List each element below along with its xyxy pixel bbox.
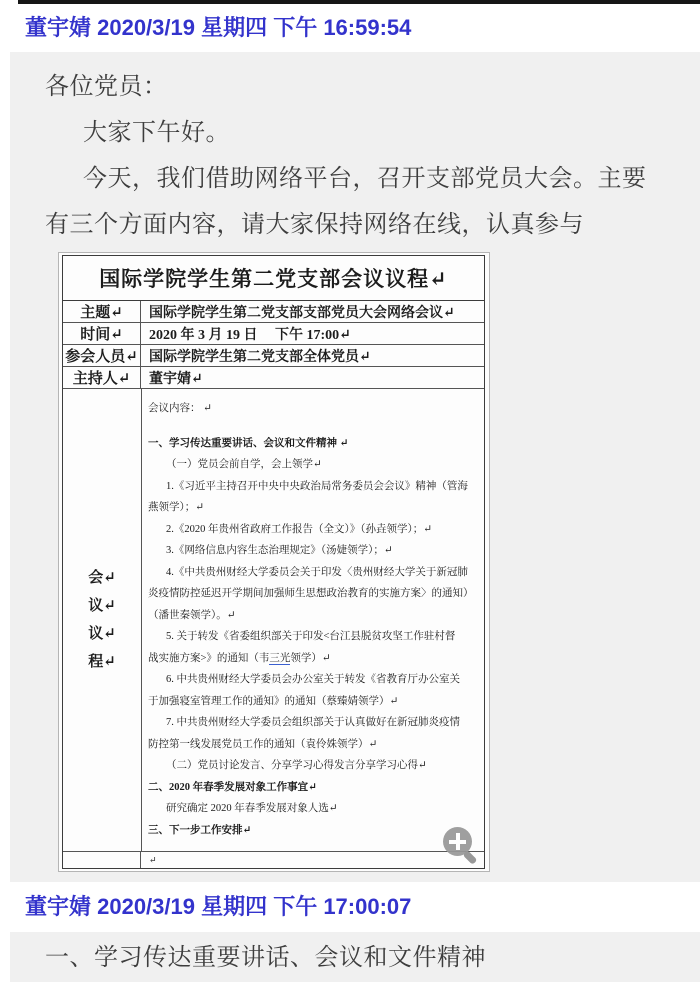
agenda-info-row <box>63 345 484 367</box>
agenda-final-row <box>63 852 484 868</box>
message-line: 今天，我们借助网络平台，召开支部党员大会。主要 <box>83 165 647 192</box>
agenda-line: 燕领学）；↵ <box>148 502 205 513</box>
agenda-line <box>148 420 480 433</box>
message-header-2 <box>0 882 700 932</box>
agenda-info-label: 主持人↵ <box>63 367 141 388</box>
agenda-vertical-label-char: 会↵ <box>88 570 116 586</box>
magnifier-circle <box>443 827 472 856</box>
message-line: 大家下午好。 <box>83 119 230 146</box>
message-bubble-2 <box>10 932 700 982</box>
agenda-info-label: 时间↵ <box>63 323 141 344</box>
agenda-vertical-label-char: 程↵ <box>88 654 116 670</box>
agenda-line: 3.《网络信息内容生态治理规定》（汤婕领学）；↵ <box>166 545 393 556</box>
agenda-vertical-label-char: 议↵ <box>88 626 116 642</box>
zoom-in-icon[interactable] <box>443 827 479 863</box>
agenda-line: 三、下一步工作安排↵ <box>148 824 252 836</box>
agenda-line: 研究确定 2020 年春季发展对象人选↵ <box>166 803 338 814</box>
agenda-info-value: 国际学院学生第二党支部全体党员↵ <box>149 349 371 365</box>
agenda-line: 4.《中共贵州财经大学委员会关于印发〈贵州财经大学关于新冠肺 <box>166 566 468 578</box>
agenda-line: 于加强寝室管理工作的通知》的通知（蔡臻婧领学）↵ <box>148 695 399 707</box>
agenda-line: 1.《习近平主持召开中央中央政治局常务委员会会议》精神（管海 <box>166 480 468 492</box>
agenda-line: 7. 中共贵州财经大学委员会组织部关于认真做好在新冠肺炎疫情 <box>166 717 460 728</box>
message-line: 有三个方面内容，请大家保持网络在线，认真参与 <box>45 211 584 238</box>
message-header-1 <box>0 4 700 52</box>
agenda-line: 防控第一线发展党员工作的通知（袁伶姝领学）↵ <box>148 738 378 750</box>
agenda-info-rows <box>63 301 484 389</box>
agenda-info-value: 董宇婧↵ <box>149 371 203 387</box>
agenda-info-label: 主题↵ <box>63 301 141 322</box>
agenda-document-image[interactable] <box>58 252 490 872</box>
agenda-line: （二）党员讨论发言、分享学习心得发言分享学习心得↵ <box>166 760 427 771</box>
agenda-content <box>142 389 484 851</box>
agenda-line: 会议内容： ↵ <box>148 403 212 414</box>
message-bubble-1 <box>10 52 700 882</box>
agenda-line: 2.《2020 年贵州省政府工作报告（全文）》（孙垚领学）；↵ <box>166 523 433 535</box>
agenda-info-row <box>63 301 484 323</box>
agenda-info-label: 参会人员↵ <box>63 345 141 366</box>
agenda-line: 一、学习传达重要讲话、会议和文件精神 ↵ <box>148 437 349 449</box>
sender-timestamp-2: 董宇婧 2020/3/19 星期四 下午 17:00:07 <box>25 894 412 919</box>
paragraph-mark: ↵ <box>149 854 157 865</box>
sender-timestamp-1: 董宇婧 2020/3/19 星期四 下午 16:59:54 <box>25 15 412 40</box>
agenda-final-label <box>63 852 141 868</box>
agenda-line: 6. 中共贵州财经大学委员会办公室关于转发《省教育厅办公室关 <box>166 674 460 685</box>
agenda-table-title: 国际学院学生第二党支部会议议程↵ <box>63 256 484 301</box>
agenda-line: 5. 关于转发《省委组织部关于印发<台江县脱贫攻坚工作驻村督 <box>166 631 456 642</box>
agenda-info-value: 国际学院学生第二党支部支部党员大会网络会议↵ <box>149 305 455 321</box>
agenda-vertical-label-char: 议↵ <box>88 598 116 614</box>
message-line: 各位党员： <box>45 73 168 100</box>
message-text-1 <box>10 52 700 248</box>
agenda-info-row <box>63 367 484 389</box>
message-text-2 <box>10 932 700 978</box>
agenda-line: 二、2020 年春季发展对象工作事宜↵ <box>148 781 317 793</box>
agenda-line: （一）党员会前自学，会上领学↵ <box>166 459 322 470</box>
agenda-line: 战实施方案>》的通知（韦三光领学）↵ <box>148 652 331 664</box>
message-line: 一、学习传达重要讲话、会议和文件精神 <box>45 944 486 971</box>
agenda-line: 炎疫情防控延迟开学期间加强师生思想政治教育的实施方案〉的通知） <box>148 588 474 599</box>
underlined-text: 三光 <box>269 652 291 664</box>
agenda-table <box>62 255 485 869</box>
agenda-vertical-label <box>63 389 142 851</box>
agenda-line: （潘世秦领学）。↵ <box>148 609 236 621</box>
agenda-body-row <box>63 389 484 852</box>
agenda-info-value: 2020 年 3 月 19 日 下午 17:00↵ <box>149 327 351 343</box>
agenda-info-row <box>63 323 484 345</box>
